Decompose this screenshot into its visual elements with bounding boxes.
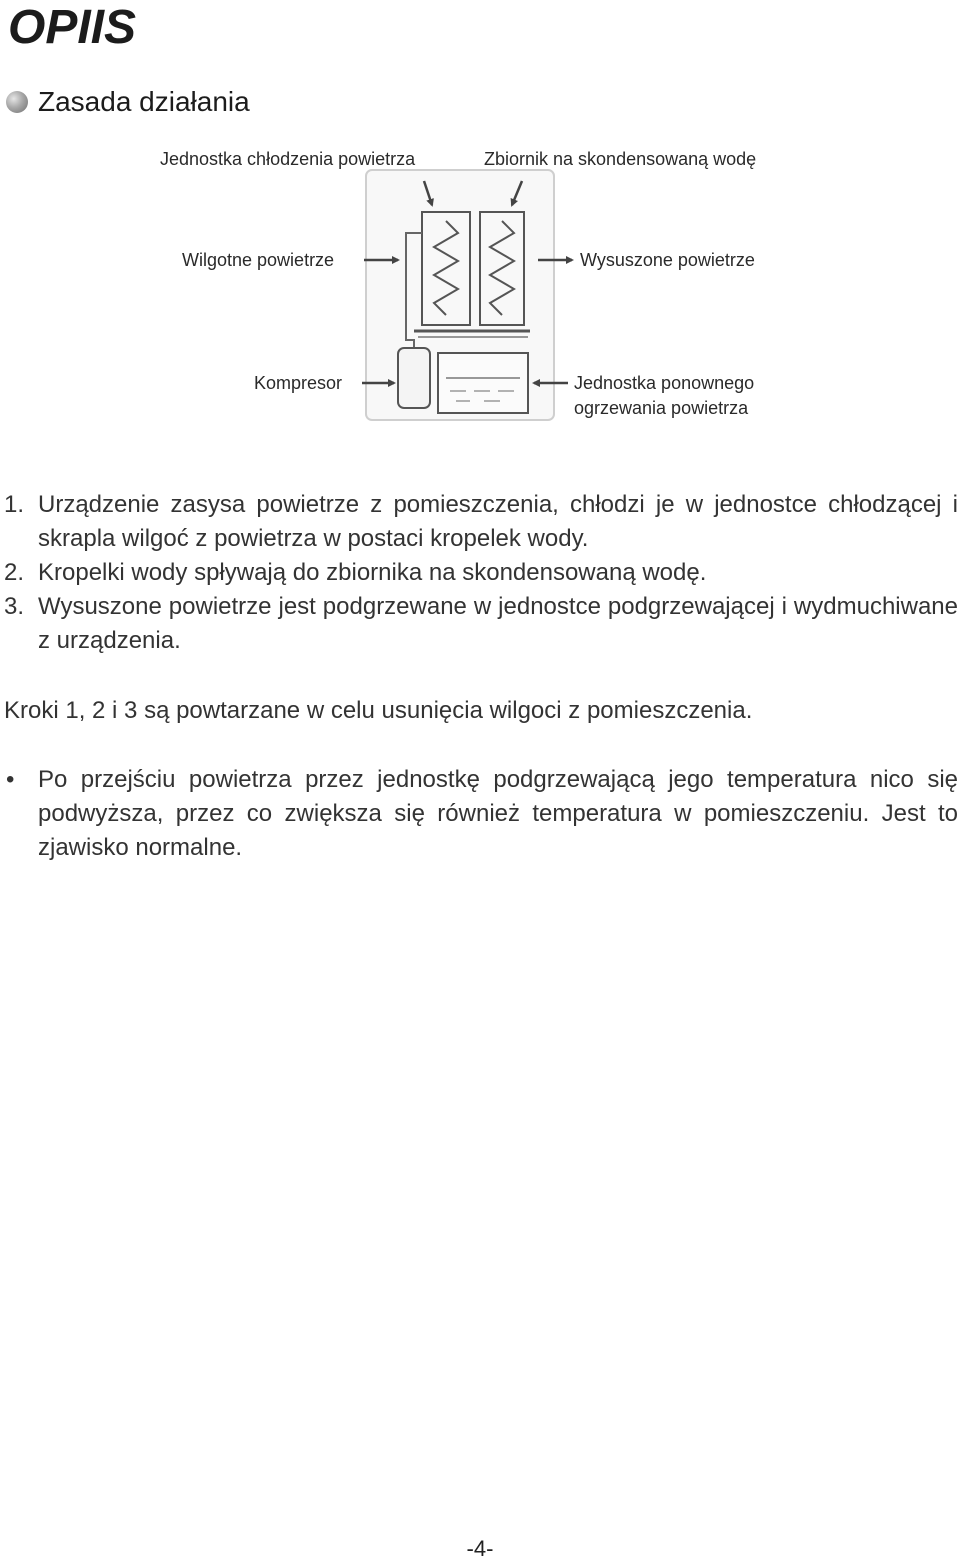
page-title: OPIIS: [8, 1, 137, 54]
step-number: 3.: [4, 593, 25, 620]
note-text: Po przejściu powietrza przez jednostkę podgrzewającą jego temperatura nico się podwyższa, przez co zwiększa się również temperatura w pomieszczeniu. Jest to zjawisko normalne.: [38, 766, 958, 861]
section-heading: [6, 86, 250, 118]
step-text: Wysuszone powietrze jest podgrzewane w jednostce podgrzewającej i wydmuchiwane z urządzenia.: [38, 593, 958, 654]
summary-paragraph: Kroki 1, 2 i 3 są powtarzane w celu usunięcia wilgoci z pomieszczenia.: [4, 697, 753, 724]
step-text: Urządzenie zasysa powietrze z pomieszczenia, chłodzi je w jednostce chłodzącej i skrapla wilgoć z powietrza w postaci kropelek wody.: [38, 491, 958, 552]
water-tank: [438, 353, 528, 413]
compressor-body: [398, 348, 430, 408]
note-item: [0, 763, 958, 865]
label-dried-air: Wysuszone powietrze: [580, 250, 755, 270]
step-number: 1.: [4, 491, 25, 518]
label-reheat-line2: ogrzewania powietrza: [574, 398, 749, 418]
step-item: [0, 590, 958, 658]
section-heading-text: Zasada działania: [38, 86, 250, 117]
label-cooling-unit: Jednostka chłodzenia powietrza: [160, 149, 416, 169]
step-text: Kropelki wody spływają do zbiornika na skondensowaną wodę.: [38, 559, 707, 586]
diagram-drawing: [0, 135, 960, 435]
step-item: [0, 556, 958, 590]
page-number: -4-: [466, 1536, 494, 1561]
step-item: [0, 488, 958, 556]
sphere-bullet-icon: [6, 91, 28, 113]
label-reheat-line1: Jednostka ponownego: [574, 373, 755, 393]
label-condensate-tank: Zbiornik na skondensowaną wodę: [484, 149, 757, 169]
dehumidifier-diagram: [0, 135, 960, 435]
bullet-marker: •: [6, 766, 15, 793]
steps-list: [0, 488, 958, 658]
notes-list: [0, 763, 958, 865]
step-number: 2.: [4, 559, 25, 586]
label-compressor: Kompresor: [254, 373, 343, 393]
label-humid-air: Wilgotne powietrze: [182, 250, 335, 270]
